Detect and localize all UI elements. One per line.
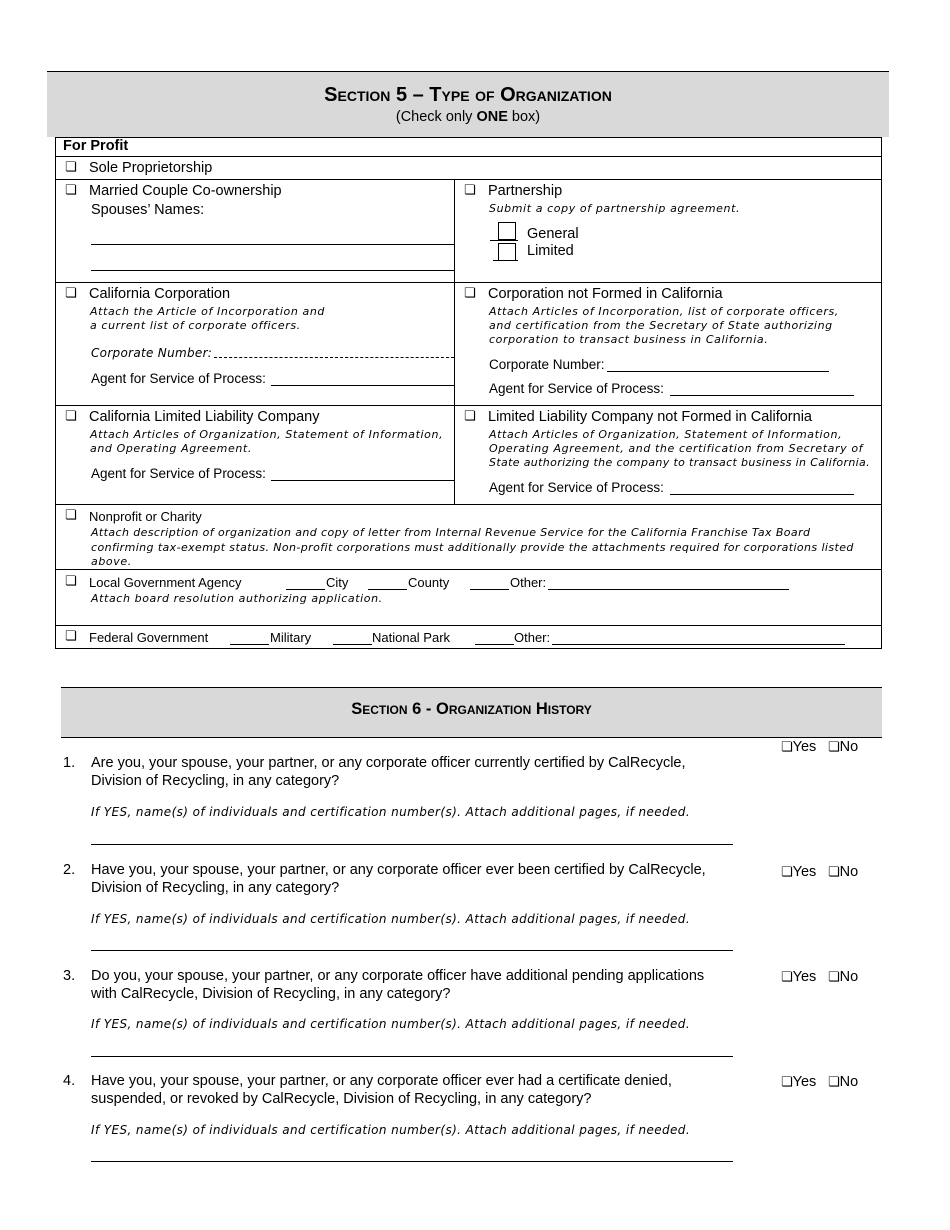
non-ca-corp-note-2: and certification from the Secretary of State authorizing [489, 319, 833, 332]
section5-title: Section 5 – Type of Organization [324, 84, 612, 106]
married-label: Married Couple Co-ownership [89, 183, 282, 199]
yes-checkbox-icon[interactable]: ❏ [781, 1075, 793, 1090]
sole-checkbox[interactable]: ❏ [65, 160, 77, 175]
non-ca-llc-checkbox[interactable]: ❏ [464, 409, 476, 424]
sole-label: Sole Proprietorship [89, 160, 213, 176]
question-2-yes[interactable]: ❏Yes [781, 864, 817, 880]
spouses-name-line-2[interactable] [91, 270, 454, 271]
nonprofit-note-2: confirming tax-exempt status. Non-profit corporations must additionally provide the attachments required for corporations listed [91, 541, 854, 554]
general-underline [490, 240, 518, 241]
question-3-line-2: with CalRecycle, Division of Recycling, in any category? [91, 986, 451, 1002]
nonprofit-note-3: above. [91, 555, 132, 568]
divider [55, 625, 881, 626]
question-4-line-1: Have you, your spouse, your partner, or any corporate officer ever had a certificate denied, [91, 1073, 672, 1089]
question-4-number: 4. [63, 1073, 76, 1089]
federal-other-check-field[interactable] [475, 644, 514, 645]
local-county-field[interactable] [368, 589, 407, 590]
ca-llc-agent-label: Agent for Service of Process: [91, 466, 266, 481]
federal-other-field[interactable] [552, 644, 845, 645]
local-other-label: Other: [510, 575, 547, 590]
divider [55, 179, 881, 180]
nonprofit-label: Nonprofit or Charity [89, 509, 202, 524]
ca-corp-number-label: Corporate Number: [91, 346, 213, 360]
question-3-no[interactable]: ❏No [828, 969, 859, 985]
ca-corp-agent-label: Agent for Service of Process: [91, 371, 266, 386]
local-other-field[interactable] [548, 589, 789, 590]
local-city-label: City [326, 575, 349, 590]
nonprofit-checkbox[interactable]: ❏ [65, 508, 77, 523]
local-county-label: County [408, 575, 450, 590]
federal-military-label: Military [270, 630, 312, 645]
limited-underline [493, 260, 518, 261]
no-checkbox-icon[interactable]: ❏ [828, 970, 840, 985]
partnership-note: Submit a copy of partnership agreement. [489, 202, 741, 215]
non-ca-corp-agent-field[interactable] [670, 395, 854, 396]
spouses-label: Spouses’ Names: [91, 202, 205, 218]
question-3-line-1: Do you, your spouse, your partner, or any corporate officer have additional pending applications [91, 968, 705, 984]
general-label: General [527, 226, 579, 242]
question-1-line-2: Division of Recycling, in any category? [91, 773, 340, 789]
question-3-instruction: If YES, name(s) of individuals and certification number(s). Attach additional pages, if needed. [91, 1017, 691, 1031]
section5-header [47, 71, 889, 137]
ca-llc-note-2: and Operating Agreement. [90, 442, 252, 455]
general-checkbox[interactable] [498, 222, 516, 240]
ca-corp-note-2: a current list of corporate officers. [90, 319, 301, 332]
non-ca-corp-agent-label: Agent for Service of Process: [489, 381, 664, 396]
question-1-number: 1. [63, 755, 76, 771]
non-ca-corp-note-3: corporation to transact business in California. [489, 333, 769, 346]
question-4-instruction: If YES, name(s) of individuals and certification number(s). Attach additional pages, if needed. [91, 1123, 691, 1137]
question-1-answer-field[interactable] [91, 844, 733, 845]
column-divider [454, 179, 455, 504]
question-1-instruction: If YES, name(s) of individuals and certification number(s). Attach additional pages, if needed. [91, 805, 691, 819]
question-3-number: 3. [63, 968, 76, 984]
ca-corp-checkbox[interactable]: ❏ [65, 286, 77, 301]
federal-checkbox[interactable]: ❏ [65, 629, 77, 644]
no-checkbox-icon[interactable]: ❏ [828, 740, 840, 755]
question-2-line-1: Have you, your spouse, your partner, or any corporate officer ever been certified by CalRecycle, [91, 862, 706, 878]
divider [55, 504, 881, 505]
section6-title: Section 6 - Organization History [351, 700, 592, 718]
ca-llc-checkbox[interactable]: ❏ [65, 409, 77, 424]
question-3-answer-field[interactable] [91, 1056, 733, 1057]
ca-llc-label: California Limited Liability Company [89, 409, 320, 425]
federal-park-field[interactable] [333, 644, 372, 645]
local-gov-note: Attach board resolution authorizing application. [91, 592, 383, 605]
ca-llc-note-1: Attach Articles of Organization, Statement of Information, [90, 428, 444, 441]
question-4-yes[interactable]: ❏Yes [781, 1074, 817, 1090]
non-ca-llc-agent-label: Agent for Service of Process: [489, 480, 664, 495]
question-2-no[interactable]: ❏No [828, 864, 859, 880]
non-ca-corp-note-1: Attach Articles of Incorporation, list of corporate officers, [489, 305, 839, 318]
non-ca-llc-agent-field[interactable] [670, 494, 854, 495]
federal-label: Federal Government [89, 630, 209, 645]
no-checkbox-icon[interactable]: ❏ [828, 1075, 840, 1090]
non-ca-corp-checkbox[interactable]: ❏ [464, 286, 476, 301]
non-ca-corp-label: Corporation not Formed in California [488, 286, 723, 302]
ca-llc-agent-field[interactable] [271, 480, 454, 481]
federal-other-label: Other: [514, 630, 551, 645]
yes-checkbox-icon[interactable]: ❏ [781, 970, 793, 985]
ca-corp-note-1: Attach the Article of Incorporation and [90, 305, 325, 318]
partnership-checkbox[interactable]: ❏ [464, 183, 476, 198]
section6-header [61, 687, 882, 738]
local-city-field[interactable] [286, 589, 325, 590]
divider [55, 156, 881, 157]
question-2-answer-field[interactable] [91, 950, 733, 951]
ca-corp-number-field[interactable] [214, 357, 454, 358]
question-2-instruction: If YES, name(s) of individuals and certification number(s). Attach additional pages, if needed. [91, 912, 691, 926]
local-gov-checkbox[interactable]: ❏ [65, 574, 77, 589]
local-gov-label: Local Government Agency [89, 575, 242, 590]
limited-label: Limited [527, 243, 574, 259]
section5-subtitle: (Check only ONE box) [395, 109, 541, 125]
question-4-line-2: suspended, or revoked by CalRecycle, Division of Recycling, in any category? [91, 1091, 592, 1107]
for-profit-label: For Profit [63, 138, 129, 154]
yes-checkbox-icon[interactable]: ❏ [781, 740, 793, 755]
non-ca-corp-number-field[interactable] [607, 371, 829, 372]
non-ca-llc-note-3: State authorizing the company to transact business in California. [489, 456, 870, 469]
question-1-yes[interactable]: ❏Yes [781, 739, 817, 755]
non-ca-llc-label: Limited Liability Company not Formed in California [488, 409, 812, 425]
federal-park-label: National Park [372, 630, 451, 645]
spouses-name-line-1[interactable] [91, 244, 454, 245]
yes-checkbox-icon[interactable]: ❏ [781, 865, 793, 880]
partnership-label: Partnership [488, 183, 563, 199]
question-2-number: 2. [63, 862, 76, 878]
divider [55, 405, 881, 406]
divider [55, 282, 881, 283]
federal-military-field[interactable] [230, 644, 269, 645]
no-checkbox-icon[interactable]: ❏ [828, 865, 840, 880]
local-other-check-field[interactable] [470, 589, 509, 590]
question-3-yes[interactable]: ❏Yes [781, 969, 817, 985]
non-ca-llc-note-1: Attach Articles of Organization, Statement of Information, [489, 428, 843, 441]
nonprofit-note-1: Attach description of organization and copy of letter from Internal Revenue Service for the California Franchise Tax Board [91, 526, 811, 539]
question-1-line-1: Are you, your spouse, your partner, or any corporate officer currently certified by CalRecycle, [91, 755, 686, 771]
non-ca-llc-note-2: Operating Agreement, and the certification from Secretary of [489, 442, 864, 455]
limited-checkbox[interactable] [498, 243, 516, 261]
divider [55, 569, 881, 570]
question-2-line-2: Division of Recycling, in any category? [91, 880, 340, 896]
married-checkbox[interactable]: ❏ [65, 183, 77, 198]
ca-corp-agent-field[interactable] [271, 385, 454, 386]
question-4-no[interactable]: ❏No [828, 1074, 859, 1090]
ca-corp-label: California Corporation [89, 286, 231, 302]
non-ca-corp-number-label: Corporate Number: [489, 357, 605, 372]
question-4-answer-field[interactable] [91, 1161, 733, 1162]
question-1-no[interactable]: ❏No [828, 739, 859, 755]
